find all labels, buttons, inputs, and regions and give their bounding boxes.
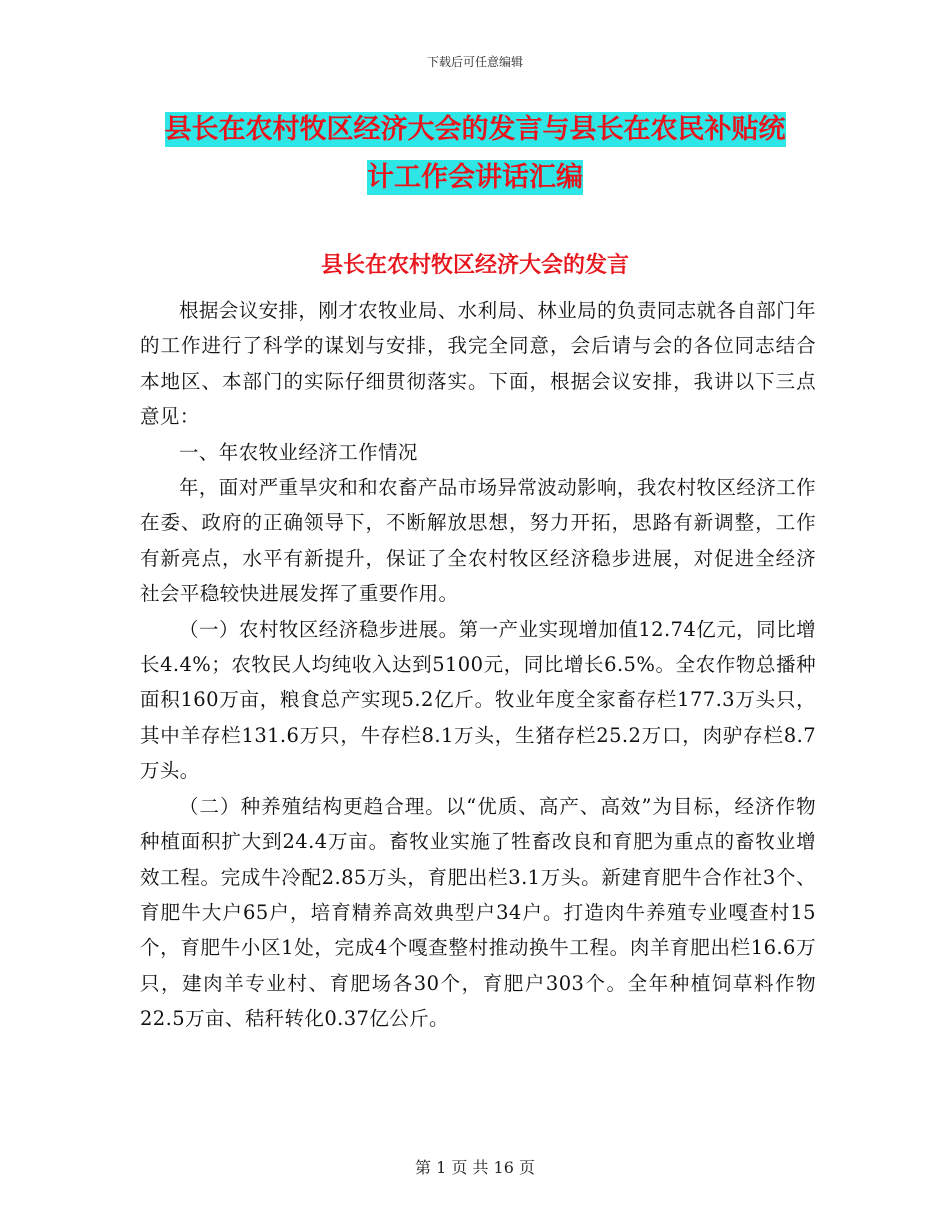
document-body — [140, 293, 816, 1037]
page-number: 第 1 页 共 16 页 — [415, 1158, 535, 1177]
paragraph-intro: 根据会议安排，刚才农牧业局、水利局、林业局的负责同志就各自部门年的工作进行了科学的谋划与安排，我完全同意，会后请与会的各位同志结合本地区、本部门的实际仔细贯彻落实。下面，根据会议安排，我讲以下三点意见： — [140, 299, 816, 429]
paragraph-overview: 年，面对严重旱灾和和农畜产品市场异常波动影响，我农村牧区经济工作在委、政府的正确领导下，不断解放思想，努力开拓，思路有新调整，工作有新亮点，水平有新提升，保证了全农村牧区经济稳步进展，对促进全经济社会平稳较快进展发挥了重要作用。 — [140, 476, 816, 606]
paragraph-item-1: （一）农村牧区经济稳步进展。第一产业实现增加值12.74亿元，同比增长4.4%；农牧民人均纯收入达到5100元，同比增长6.5%。全农作物总播种面积160万亩，粮食总产实现5.2亿斤。牧业年度全家畜存栏177.3万头只，其中羊存栏131.6万只，牛存栏8.1万头，生猪存栏25.2万口，肉驴存栏8.7万头。 — [140, 617, 816, 783]
paragraph-item-2: （二）种养殖结构更趋合理。以“优质、高产、高效”为目标，经济作物种植面积扩大到24.4万亩。畜牧业实施了牲畜改良和育肥为重点的畜牧业增效工程。完成牛冷配2.85万头，育肥出栏3.1万头。新建育肥牛合作社3个、育肥牛大户65户，培育精养高效典型户34户。打造肉牛养殖专业嘎查村15个，育肥牛小区1处，完成4个嘎查整村推动换牛工程。肉羊育肥出栏16.6万只，建肉羊专业村、育肥场各30个，育肥户303个。全年种植饲草料作物22.5万亩、秸秆转化0.37亿公斤。 — [140, 794, 816, 1031]
document-title-line-2: 计工作会讲话汇编 — [367, 162, 583, 193]
page-header-note: 下载后可任意编辑 — [426, 55, 523, 69]
document-title-line-1: 县长在农村牧区经济大会的发言与县长在农民补贴统 — [164, 114, 786, 145]
document-title — [0, 106, 950, 202]
section-title: 县长在农村牧区经济大会的发言 — [320, 253, 629, 278]
paragraph-heading-1: 一、年农牧业经济工作情况 — [179, 440, 418, 464]
